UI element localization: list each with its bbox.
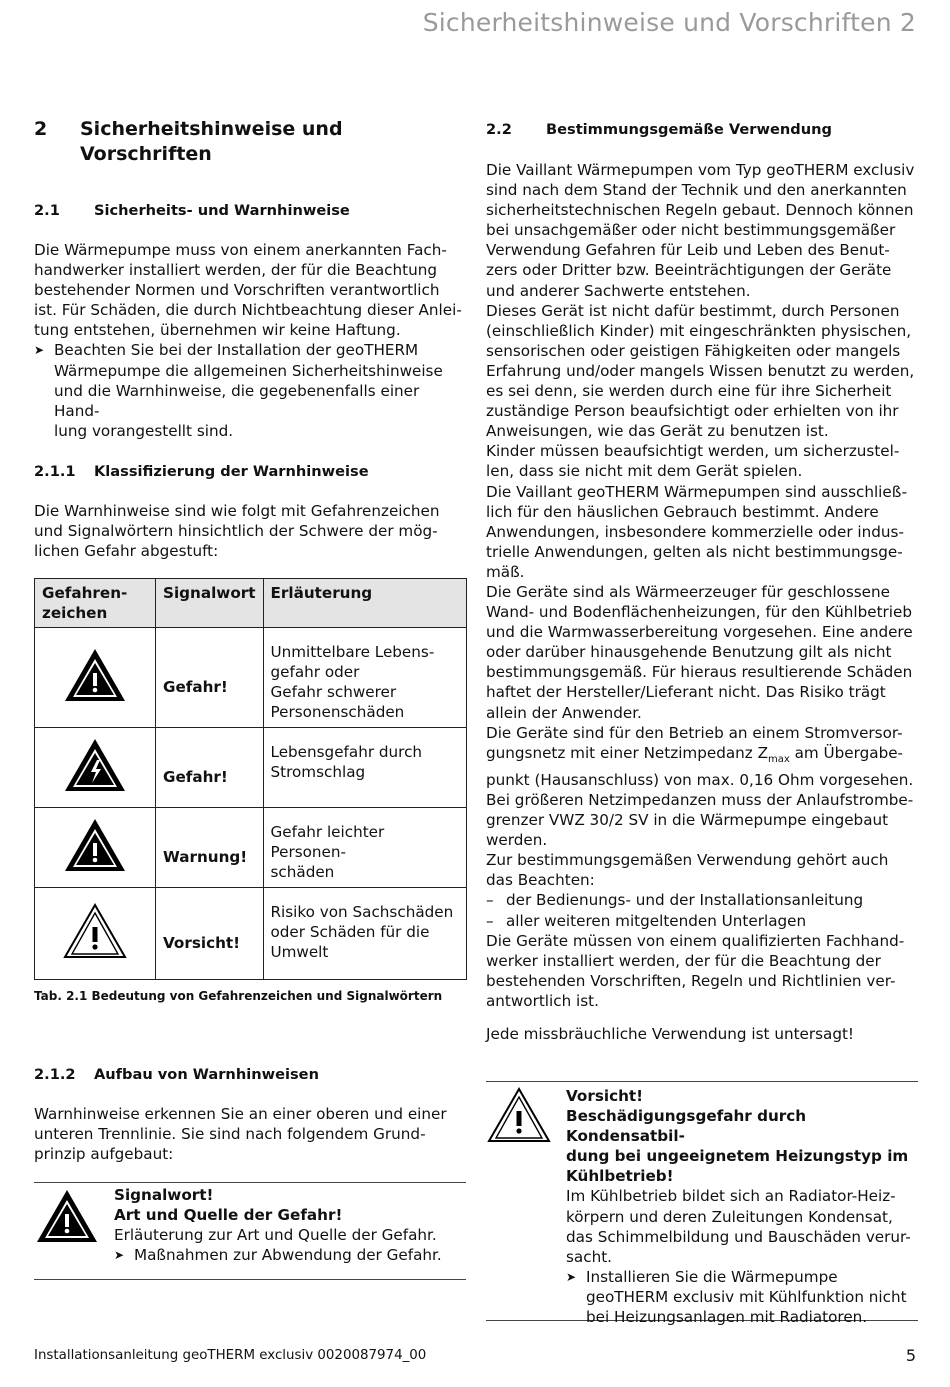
arrow-bullet-icon: ➤: [566, 1269, 577, 1284]
explanation: Risiko von Sachschäden oder Schäden für die Umwelt: [263, 888, 467, 980]
text-line: handwerker installiert werden, der für die Beachtung: [34, 261, 437, 280]
text-line: Die Wärmepumpe muss von einem anerkannten Fach-: [34, 241, 447, 259]
text-line: und Signalwörtern hinsichtlich der Schwere der mög-: [34, 522, 438, 541]
text-line: bei Heizungsanlagen mit Radiatoren.: [586, 1308, 868, 1327]
text-line: geoTHERM exclusiv mit Kühlfunktion nicht: [586, 1287, 907, 1306]
text-line: das Beachten:: [486, 871, 595, 890]
exclamation-caution-outline-icon: [486, 1086, 552, 1144]
section-number: 2.1.2: [34, 1066, 76, 1083]
text-line: Installieren Sie die Wärmepumpe: [586, 1267, 838, 1286]
text-line: sensorischen oder geistigen Fähigkeiten oder mangels: [486, 341, 901, 360]
text-line: der Bedienungs- und der Installationsanleitung: [506, 891, 864, 910]
hazard-symbol-cell: [35, 808, 156, 888]
table-row: [35, 628, 467, 728]
text-line: tung entstehen, übernehmen wir keine Haftung.: [34, 321, 401, 340]
signal-word: Gefahr!: [156, 628, 264, 728]
text-line: aller weiteren mitgeltenden Unterlagen: [506, 911, 807, 930]
text-line: und die Warmwasserbereitung vorgesehen. Eine andere: [486, 623, 913, 642]
explanation: Unmittelbare Lebens- gefahr oder Gefahr schwerer Personenschäden: [263, 628, 467, 728]
hazard-symbol-cell: [35, 888, 156, 980]
table-row: [35, 888, 467, 980]
text-line: Die Vaillant geoTHERM Wärmepumpen sind ausschließ-: [486, 482, 908, 501]
danger-explanation: Erläuterung zur Art und Quelle der Gefahr.: [114, 1226, 437, 1245]
text-line: haftet der Hersteller/Lieferant nicht. Das Risiko trägt: [486, 683, 886, 702]
text-line: sind nach dem Stand der Technik und den anerkannten: [486, 181, 907, 200]
text-line: trielle Anwendungen, gelten als nicht bestimmungsge-: [486, 542, 903, 561]
hazard-symbol-cell: [35, 728, 156, 808]
section-number: 2.1.1: [34, 463, 76, 480]
text-line: Die Geräte müssen von einem qualifizierten Fachhand-: [486, 931, 905, 950]
bullet-item: [34, 340, 466, 440]
text-line: bestehender Normen und Vorschriften verantwortlich: [34, 281, 440, 300]
text-line: lichen Gefahr abgestuft:: [34, 542, 219, 561]
section-number: 2: [34, 118, 48, 140]
warning-classification-table: [34, 578, 467, 980]
text-line: bei unsachgemäßer oder nicht bestimmungsgemäßer: [486, 221, 896, 240]
paragraph-classification: [34, 501, 466, 561]
danger-title-line: dung bei ungeeignetem Heizungstyp im: [566, 1147, 909, 1166]
text-line: das Schimmelbildung und Bauschäden verur-: [566, 1227, 911, 1246]
electric-shock-warning-icon: [62, 736, 128, 794]
text-line: werker installiert werden, der für die Beachtung der: [486, 951, 881, 970]
text-line: antwortlich ist.: [486, 991, 599, 1010]
text-line: unteren Trennlinie. Sie sind nach folgendem Grund-: [34, 1125, 426, 1144]
text-line-impedance: [486, 743, 918, 770]
table-caption: Tab. 2.1 Bedeutung von Gefahrenzeichen und Signalwörtern: [34, 989, 443, 1003]
text-line: Wärmepumpe die allgemeinen Sicherheitshinweise: [54, 361, 443, 380]
dash-bullet: –: [486, 891, 494, 910]
section-heading-2: [34, 117, 466, 169]
section-title: Sicherheitshinweise und Vorschriften: [80, 118, 343, 165]
explanation: Gefahr leichter Personen- schäden: [263, 808, 467, 888]
text-line: Verwendung Gefahren für Leib und Leben des Benut-: [486, 241, 890, 260]
table-row: [35, 808, 467, 888]
warning-template-body: [114, 1185, 464, 1265]
dash-bullet: –: [486, 911, 494, 930]
text-line: allein der Anwender.: [486, 703, 642, 722]
section-title: Aufbau von Warnhinweisen: [94, 1066, 319, 1083]
text-line: es sei denn, sie werden durch eine für ihre Sicherheit: [486, 382, 892, 401]
text-line: Beachten Sie bei der Installation der geoTHERM: [54, 341, 419, 360]
misuse-statement: Jede missbräuchliche Verwendung ist untersagt!: [486, 1025, 855, 1043]
table-row: [35, 728, 467, 808]
text-line: Anwendungen, insbesondere kommerzielle oder indus-: [486, 522, 904, 541]
paragraph-warning-structure: [34, 1104, 466, 1164]
text-line: Erfahrung und/oder mangels Wissen benutzt zu werden,: [486, 361, 915, 380]
text-line: mäß.: [486, 562, 525, 581]
column-header: Signalwort: [156, 579, 264, 628]
text-line: Wand- und Bodenflächenheizungen, für den Kühlbetrieb: [486, 603, 913, 622]
column-header: Gefahren- zeichen: [35, 579, 156, 628]
text-fragment: am Übergabe-: [789, 743, 904, 762]
hazard-symbol-cell: [35, 628, 156, 728]
danger-title-line: Beschädigungsgefahr durch Kondensatbil-: [566, 1107, 807, 1146]
text-line: Zur bestimmungsgemäßen Verwendung gehört auch: [486, 851, 889, 870]
paragraph-intended-use: [486, 160, 918, 1011]
text-line: sacht.: [566, 1247, 612, 1266]
text-line: bestimmungsgemäß. Für hieraus resultierende Schäden: [486, 663, 913, 682]
text-line: oder darüber hinausgehende Benutzung gilt als nicht: [486, 643, 892, 662]
section-title: Sicherheits- und Warnhinweise: [94, 202, 350, 219]
text-line: Bei größeren Netzimpedanzen muss der Anlaufstrombe-: [486, 790, 914, 809]
text-line: Warnhinweise erkennen Sie an einer oberen und einer: [34, 1105, 447, 1123]
section-title: Klassifizierung der Warnhinweise: [94, 463, 369, 480]
text-line: Die Geräte sind für den Betrieb an einem Stromversor-: [486, 723, 903, 742]
column-header: Erläuterung: [263, 579, 467, 628]
signal-word: Warnung!: [156, 808, 264, 888]
text-line: lich für den häuslichen Gebrauch bestimmt. Andere: [486, 502, 879, 521]
exclamation-caution-outline-icon: [62, 902, 128, 960]
text-line: und anderer Sachwerte entstehen.: [486, 281, 751, 300]
arrow-bullet-icon: ➤: [34, 343, 45, 358]
signal-word: Gefahr!: [156, 728, 264, 808]
table-header-row: [35, 579, 467, 628]
paragraph-installation-requirement: [34, 240, 466, 441]
text-line: sicherheitstechnischen Regeln gebaut. Dennoch können: [486, 201, 914, 220]
text-line: zuständige Person beaufsichtigt oder erhielten von ihr: [486, 402, 899, 421]
text-line: punkt (Hausanschluss) von max. 0,16 Ohm vorgesehen.: [486, 770, 914, 789]
footer-document-title: Installationsanleitung geoTHERM exclusiv 0020087974_00: [34, 1348, 427, 1363]
section-heading-2-1-1: [34, 462, 466, 482]
dash-list-item: [486, 911, 918, 931]
text-line: Dieses Gerät ist nicht dafür bestimmt, durch Personen: [486, 301, 900, 320]
caution-condensate-box: [486, 1081, 918, 1327]
running-header: Sicherheitshinweise und Vorschriften 2: [422, 8, 916, 37]
text-line: körpern und deren Zuleitungen Kondensat,: [566, 1207, 893, 1226]
danger-source: Art und Quelle der Gefahr!: [114, 1206, 343, 1225]
text-line: bestehenden Vorschriften, Regeln und Richtlinien ver-: [486, 971, 896, 990]
explanation: Lebensgefahr durch Stromschlag: [263, 728, 467, 808]
text-line: grenzer VWZ 30/2 SV in die Wärmepumpe eingebaut: [486, 811, 889, 830]
text-line: Im Kühlbetrieb bildet sich an Radiator-Heiz-: [566, 1187, 896, 1206]
bullet-item: [114, 1245, 464, 1265]
section-heading-2-1-2: [34, 1065, 466, 1085]
subscript: max: [767, 753, 790, 765]
danger-title-line: Kühlbetrieb!: [566, 1167, 674, 1186]
arrow-bullet-icon: ➤: [114, 1248, 125, 1263]
text-line: len, dass sie nicht mit dem Gerät spielen.: [486, 462, 803, 481]
text-line: Anweisungen, wie das Gerät zu benutzen ist.: [486, 422, 829, 441]
text-fragment: gungsnetz mit einer Netzimpedanz Z: [486, 743, 768, 762]
exclamation-warning-icon: [34, 1187, 100, 1245]
section-number: 2.2: [486, 121, 512, 138]
text-line: und die Warnhinweise, die gegebenenfalls einer Hand-: [54, 381, 420, 420]
text-line: zers oder Dritter bzw. Beeinträchtigungen der Geräte: [486, 261, 892, 280]
text-line: Kinder müssen beaufsichtigt werden, um sicherzustel-: [486, 442, 900, 461]
text-line: (einschließlich Kinder) mit eingeschränkten physischen,: [486, 321, 912, 340]
warning-template-box: [34, 1182, 466, 1280]
section-title: Bestimmungsgemäße Verwendung: [546, 121, 832, 138]
section-heading-2-1: [34, 201, 466, 221]
dash-list-item: [486, 890, 918, 910]
section-number: 2.1: [34, 202, 60, 219]
text-line: ist. Für Schäden, die durch Nichtbeachtung dieser Anlei-: [34, 301, 462, 320]
signal-word: Vorsicht!: [566, 1087, 644, 1105]
exclamation-warning-icon: [62, 646, 128, 704]
text-line: lung vorangestellt sind.: [54, 421, 234, 440]
exclamation-warning-icon: [62, 816, 128, 874]
text-line: werden.: [486, 831, 548, 850]
caution-box-body: [566, 1086, 918, 1327]
page-number: 5: [905, 1346, 916, 1365]
section-heading-2-2: [486, 120, 918, 140]
signal-word: Signalwort!: [114, 1186, 214, 1204]
text-line: prinzip aufgebaut:: [34, 1145, 174, 1164]
text-line: Maßnahmen zur Abwendung der Gefahr.: [134, 1246, 442, 1265]
text-line: Die Geräte sind als Wärmeerzeuger für geschlossene: [486, 582, 890, 601]
text-line: Die Warnhinweise sind wie folgt mit Gefahrenzeichen: [34, 502, 440, 520]
bullet-item: [566, 1267, 918, 1327]
text-line: Die Vaillant Wärmepumpen vom Typ geoTHERM exclusiv: [486, 161, 915, 179]
signal-word: Vorsicht!: [156, 888, 264, 980]
